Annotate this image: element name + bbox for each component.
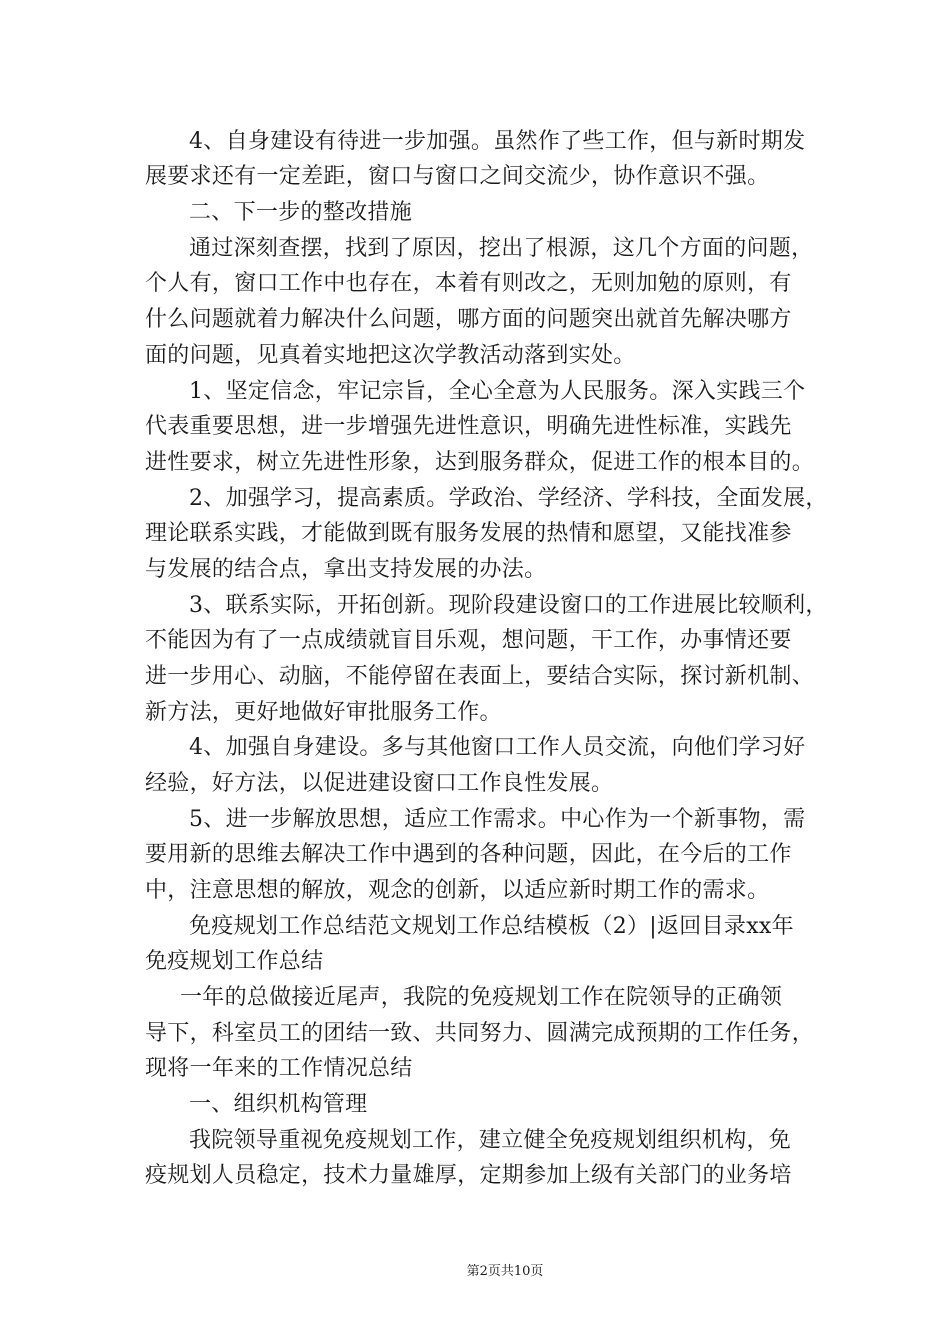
text-line: 中，注意思想的解放，观念的创新，以适应新时期工作的需求。 <box>145 878 770 903</box>
text-line: 1、坚定信念，牢记宗旨，全心全意为人民服务。深入实践三个 <box>189 379 806 404</box>
text-line: 我院领导重视免疫规划工作，建立健全免疫规划组织机构，免 <box>189 1128 792 1153</box>
text-line: 与发展的结合点，拿出支持发展的办法。 <box>145 557 547 582</box>
text-line: 进一步用心、动脑，不能停留在表面上，要结合实际，探讨新机制、 <box>145 664 815 689</box>
text-line: 代表重要思想，进一步增强先进性意识，明确先进性标准，实践先 <box>145 414 792 439</box>
text-line: 疫规划人员稳定，技术力量雄厚，定期参加上级有关部门的业务培 <box>145 1163 792 1188</box>
section-heading: 一、组织机构管理 <box>189 1092 368 1117</box>
text-line: 4、加强自身建设。多与其他窗口工作人员交流，向他们学习好 <box>189 735 806 760</box>
text-line: 进性要求，树立先进性形象，达到服务群众，促进工作的根本目的。 <box>145 450 815 475</box>
text-line: 4、自身建设有待进一步加强。虽然作了些工作，但与新时期发 <box>189 129 806 154</box>
text-line: 什么问题就着力解决什么问题，哪方面的问题突出就首先解决哪方 <box>145 307 792 332</box>
article-title: 免疫规划工作总结范文规划工作总结模板（2）|返回目录xx年 <box>189 914 794 939</box>
text-line: 2、加强学习，提高素质。学政治、学经济、学科技，全面发展， <box>189 486 828 511</box>
text-line: 要用新的思维去解决工作中遇到的各种问题，因此，在今后的工作 <box>145 842 792 867</box>
text-line: 3、联系实际，开拓创新。现阶段建设窗口的工作进展比较顺利， <box>189 593 828 618</box>
text-line: 面的问题，见真着实地把这次学教活动落到实处。 <box>145 343 636 368</box>
text-line: 新方法，更好地做好审批服务工作。 <box>145 700 502 725</box>
text-line: 不能因为有了一点成绩就盲目乐观，想问题，干工作，办事情还要 <box>145 628 792 653</box>
section-heading: 二、下一步的整改措施 <box>189 200 413 225</box>
article-title: 免疫规划工作总结 <box>145 949 324 974</box>
text-line: 5、进一步解放思想，适应工作需求。中心作为一个新事物，需 <box>189 807 806 832</box>
text-line: 一年的总做接近尾声，我院的免疫规划工作在院领导的正确领 <box>180 985 783 1010</box>
page-number: 第2页共10页 <box>466 1264 544 1279</box>
text-line: 展要求还有一定差距，窗口与窗口之间交流少，协作意识不强。 <box>145 164 770 189</box>
text-line: 经验，好方法，以促进建设窗口工作良性发展。 <box>145 771 614 796</box>
text-line: 导下，科室员工的团结一致、共同努力、圆满完成预期的工作任务， <box>145 1021 815 1046</box>
text-line: 个人有，窗口工作中也存在，本着有则改之，无则加勉的原则，有 <box>145 271 792 296</box>
text-line: 通过深刻查摆，找到了原因，挖出了根源，这几个方面的问题， <box>189 236 814 261</box>
text-line: 现将一年来的工作情况总结 <box>145 1056 413 1081</box>
text-line: 理论联系实践，才能做到既有服务发展的热情和愿望，又能找准参 <box>145 521 792 546</box>
